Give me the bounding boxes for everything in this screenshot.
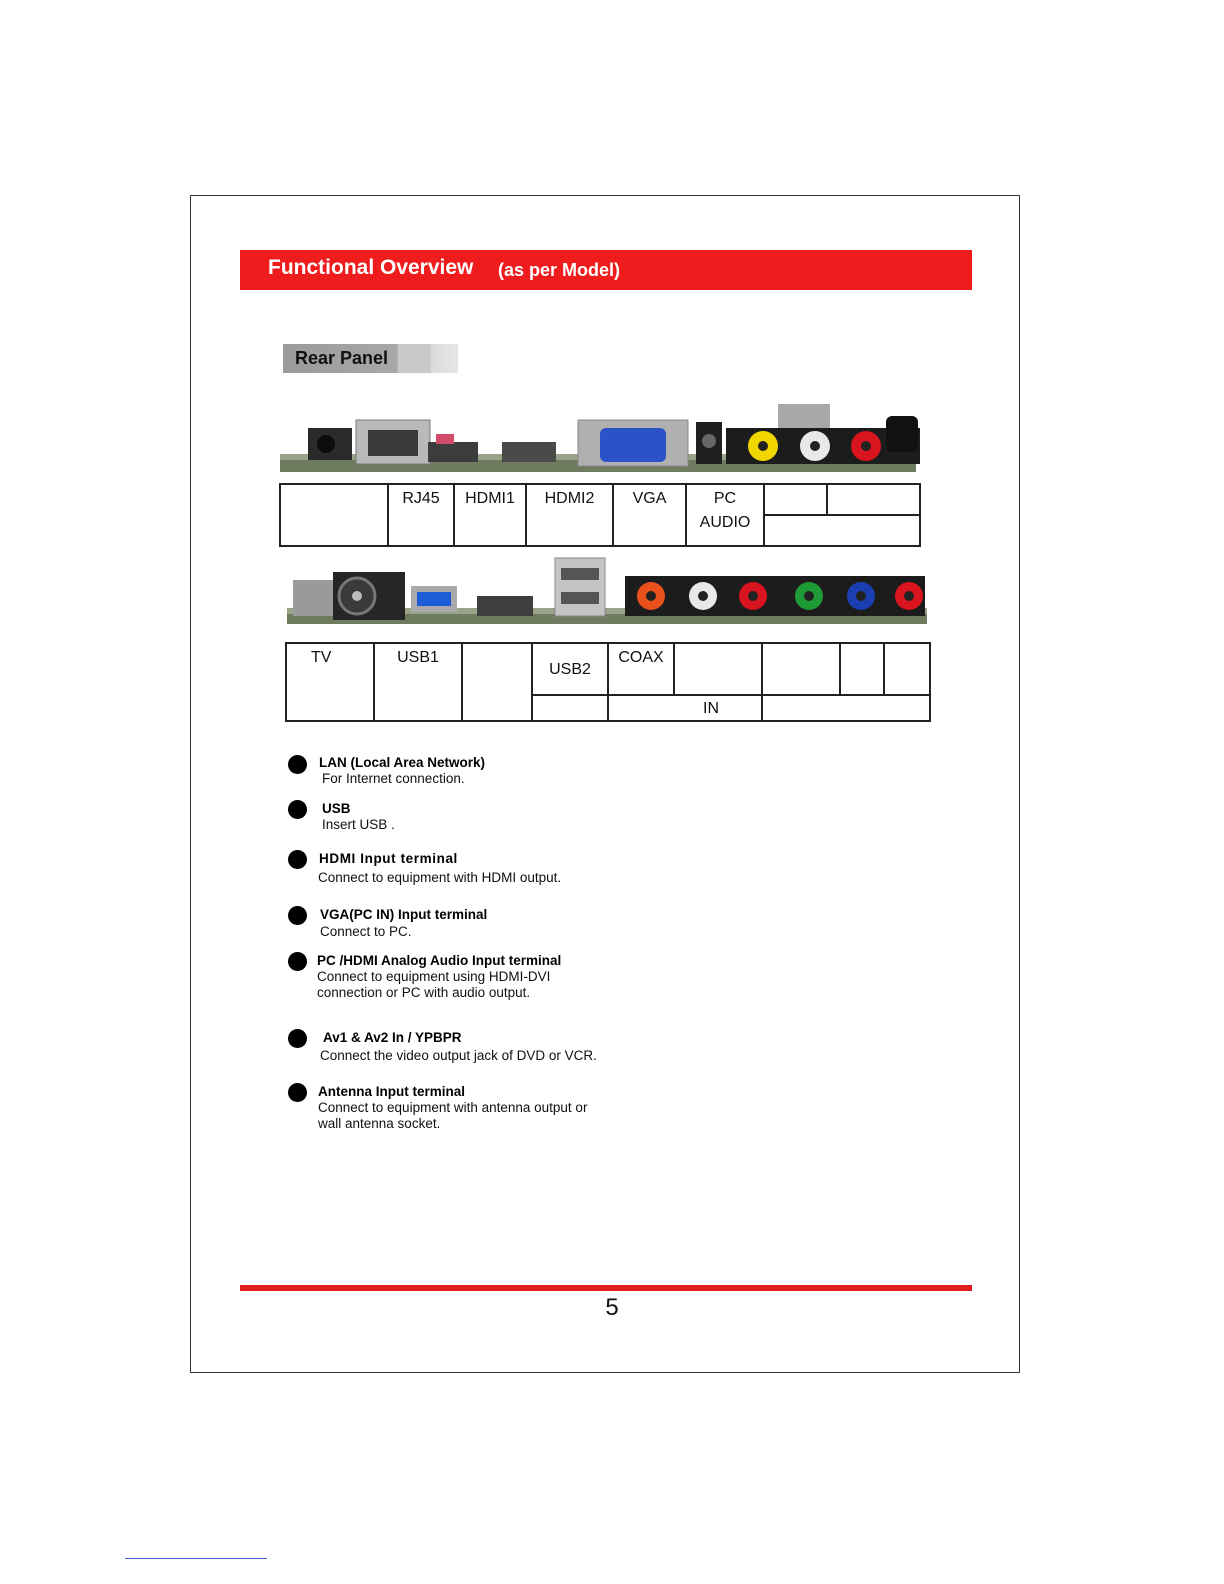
lower-cell-f <box>762 695 930 721</box>
lower-port-table <box>285 642 931 722</box>
list-item-title: PC /HDMI Analog Audio Input terminal <box>317 953 562 968</box>
rear-panel-label-text: Rear Panel <box>295 348 389 368</box>
bullet-dot-icon <box>288 1029 307 1048</box>
usb2-port-icon <box>555 558 605 616</box>
list-item-desc: Connect to equipment with antenna output or <box>318 1100 588 1115</box>
list-item-title: LAN (Local Area Network) <box>319 755 486 770</box>
page-number: 5 <box>605 1294 619 1321</box>
footer-rule <box>240 1285 972 1291</box>
bullet-dot-icon <box>288 755 307 774</box>
page-subtitle: (as per Model) <box>498 260 621 280</box>
upper-cell-hdmi2: HDMI2 <box>526 484 613 546</box>
bullet-dot-icon <box>288 800 307 819</box>
lower-cell-d <box>884 643 930 695</box>
lower-cell-tv: TV <box>286 643 374 721</box>
upper-cell-av-b <box>827 484 920 515</box>
upper-board-illustration <box>278 400 920 476</box>
lower-cell-blank <box>462 643 532 721</box>
list-item-title: VGA(PC IN) Input terminal <box>320 907 488 922</box>
lower-cell-usb1: USB1 <box>374 643 462 721</box>
list-item-desc: Connect the video output jack of DVD or VCR. <box>320 1048 597 1063</box>
rear-panel-label <box>283 344 458 373</box>
hdmi3-port-icon <box>477 596 533 616</box>
usb1-port-icon <box>417 592 451 606</box>
bullet-dot-icon <box>288 952 307 971</box>
lower-board-illustration <box>285 556 930 628</box>
list-item-desc: wall antenna socket. <box>318 1116 441 1131</box>
page-title: Functional Overview <box>268 256 474 279</box>
section-header-bar <box>240 250 972 290</box>
lower-cell-coax: COAX <box>608 643 674 695</box>
list-item-title: Av1 & Av2 In / YPBPR <box>323 1030 462 1045</box>
lower-cell-usb2: USB2 <box>532 643 608 695</box>
hdmi1-port-icon <box>428 442 478 462</box>
bullet-dot-icon <box>288 1083 307 1102</box>
list-item-title: HDMI Input terminal <box>319 851 458 866</box>
bullet-dot-icon <box>288 906 307 925</box>
lower-cell-e <box>532 695 608 721</box>
hdmi2-port-icon <box>502 442 556 462</box>
upper-cell-hdmi1: HDMI1 <box>454 484 526 546</box>
list-item-title: Antenna Input terminal <box>318 1084 466 1099</box>
list-item-desc: connection or PC with audio output. <box>317 985 531 1000</box>
lower-cell-c <box>840 643 884 695</box>
lower-cell-in: IN <box>608 695 762 721</box>
upper-cell-blank <box>280 484 388 546</box>
lower-cell-b <box>762 643 840 695</box>
bottom-link-underline <box>125 1558 267 1559</box>
upper-port-table <box>279 483 921 547</box>
bullet-dot-icon <box>288 850 307 869</box>
upper-cell-pc-audio: PC AUDIO <box>686 484 764 546</box>
list-item-desc: Connect to equipment with HDMI output. <box>318 870 562 885</box>
list-item-desc: Connect to PC. <box>320 924 412 939</box>
list-item-desc: Insert USB . <box>322 817 395 832</box>
upper-cell-av-in <box>764 515 920 546</box>
list-item-title: USB <box>322 801 351 816</box>
list-item-desc: For Internet connection. <box>322 771 465 786</box>
upper-cell-av-a <box>764 484 827 515</box>
upper-cell-rj45: RJ45 <box>388 484 454 546</box>
lower-cell-a <box>674 643 762 695</box>
list-item-desc: Connect to equipment using HDMI-DVI <box>317 969 551 984</box>
upper-cell-vga: VGA <box>613 484 686 546</box>
